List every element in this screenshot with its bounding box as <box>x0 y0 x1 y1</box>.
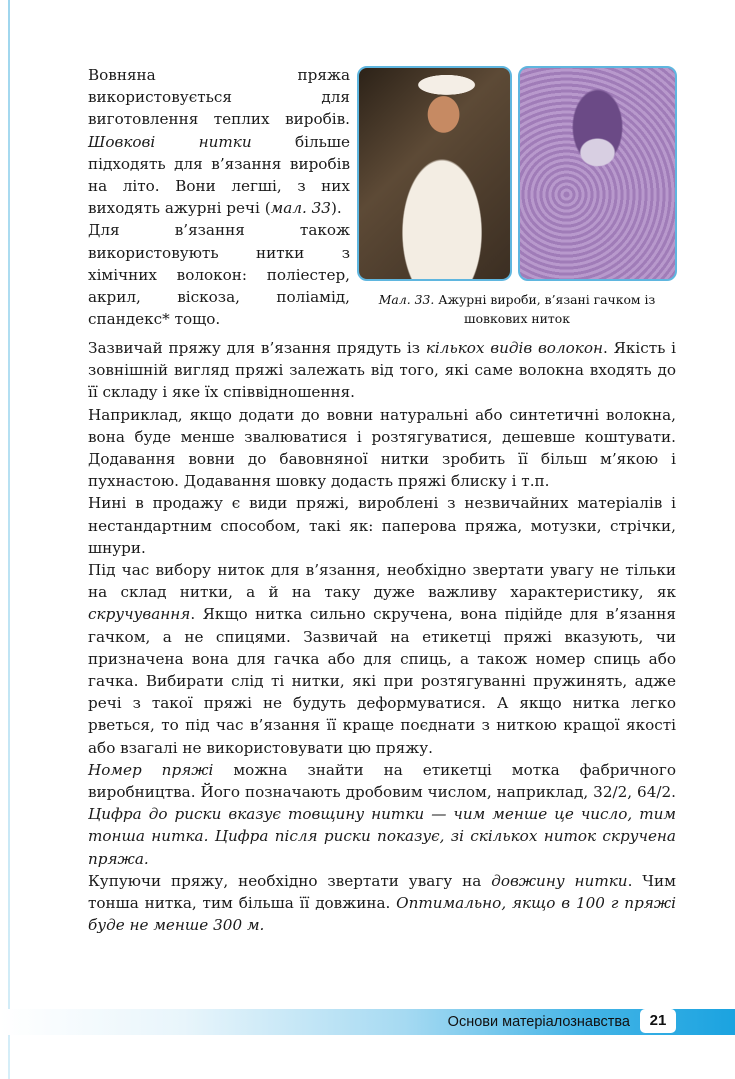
paragraph-fiber-blend <box>88 337 676 404</box>
term-fiber-types: кількох видів волокон <box>425 339 603 357</box>
paragraph-twist <box>88 559 676 759</box>
text-run: Вовняна пряжа використовується для виготовлення теплих виробів. <box>88 66 350 129</box>
text-run: Під час вибору ниток для в’язання, необхідно звертати увагу не тільки на склад нитки, а й на таку дуже важливу характеристику, як <box>88 561 676 602</box>
text-run: . Якість і зовнішній вигляд пряжі залежать від того, які саме волокна входять до її складу і яке їх співвідношення. <box>88 339 676 402</box>
term-silk-threads: Шовкові нитки <box>88 132 252 151</box>
paragraph-synthetic-fibers: Для в’язання також використовують нитки з хімічних волокон: поліестер, акрил, віскоза, поліамід, спандекс* тощо. <box>88 221 350 329</box>
top-text-column <box>88 64 350 330</box>
left-margin-rule <box>8 0 10 1079</box>
main-text <box>88 337 676 936</box>
paragraph-wool-silk <box>88 64 350 219</box>
caption-text: Ажурні вироби, в’язані гачком із шовкових ниток <box>434 292 656 326</box>
paragraph-yarn-number <box>88 759 676 870</box>
text-run-italic: Цифра до риски вказує товщину нитки — чим менше це число, тим тонша нитка. Цифра після риски показує, зі скількох ниток скручена пряжа. <box>88 805 676 868</box>
photo-woman-lace-blouse <box>357 66 512 281</box>
text-run: ). <box>330 199 342 218</box>
paragraph-unusual-yarn: Нині в продажу є види пряжі, вироблені з незвичайних матеріалів і нестандартним способом, такі як: паперова пряжа, мотузки, стрічки, шнури. <box>88 494 676 557</box>
figure-reference: мал. 33 <box>270 199 331 218</box>
photo-purple-crochet-dress <box>518 66 677 281</box>
text-run-italic: Оптимально, якщо в 100 г пряжі буде не менше 300 м. <box>88 894 676 935</box>
text-run: . Чим тонша нитка, тим більша її довжина. <box>88 871 676 913</box>
text-run: Зазвичай пряжу для в’язання прядуть із <box>88 339 426 357</box>
caption-label: Мал. 33. <box>378 292 435 307</box>
page-number: 21 <box>640 1009 676 1033</box>
text-run: більше підходять для в’язання виробів на літо. Вони легші, з них виходять ажурні речі ( <box>88 132 351 218</box>
paragraph-blend-example: Наприклад, якщо додати до вовни натуральні або синтетичні волокна, вона буде менше звалюватися і розтягуватися, дешевше коштувати. Додавання вовни до бавовняної нитки зробить її більш м’якою і пухнастою. Додавання шовку додасть пряжі блиску і т.п. <box>88 405 676 491</box>
text-run: можна знайти на етикетці мотка фабричного виробництва. Його позначають дробовим числом, наприклад, 32/2, 64/2. <box>88 760 676 802</box>
paragraph-thread-length <box>88 870 676 937</box>
text-run: . Якщо нитка сильно скручена, вона підійде для в’язання гачком, а не спицями. Зазвичай на етикетці пряжі вказують, чи призначена вона для гачка або для спиць, а також номер спиць або гачка. Вибирати слід ті нитки, які при розтягуванні пружинять, адже речі з такої пряжі не будуть деформуватися. А якщо нитка легко рветься, то під час в’язання її краще поєднати з ниткою кращої якості або взагалі не використовувати цю пряжу. <box>88 605 676 757</box>
term-yarn-number: Номер пряжі <box>88 760 214 779</box>
footer-section-title: Основи матеріалознавства <box>447 1014 630 1030</box>
figure-caption <box>360 290 674 328</box>
term-thread-length: довжину нитки <box>491 871 628 890</box>
text-run: Купуючи пряжу, необхідно звертати увагу на <box>88 871 492 890</box>
term-twist: скручування <box>88 605 191 624</box>
figure-33-photos <box>357 66 677 281</box>
